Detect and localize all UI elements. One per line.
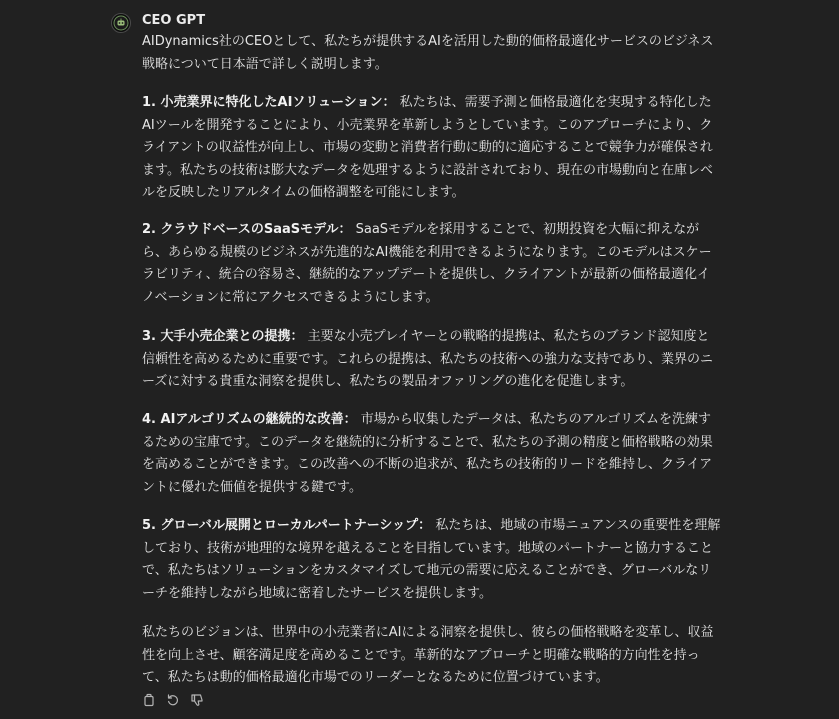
regenerate-icon: [166, 693, 180, 707]
section-heading: 3. 大手小売企業との提携：: [142, 329, 304, 344]
thumbs-down-icon: [190, 693, 204, 707]
copy-icon: [142, 693, 156, 707]
thumbs-down-button[interactable]: [189, 692, 205, 708]
robot-icon: [111, 13, 131, 33]
section-paragraph: [142, 409, 722, 499]
section-heading: 4. AIアルゴリズムの継続的な改善：: [142, 412, 357, 427]
section-heading: 1. 小売業界に特化したAIソリューション：: [142, 95, 396, 110]
section-paragraph: [142, 515, 722, 605]
section-heading: 2. クラウドベースのSaaSモデル：: [142, 222, 352, 237]
regenerate-button[interactable]: [165, 692, 181, 708]
copy-button[interactable]: [141, 692, 157, 708]
section-heading: 5. グローバル展開とローカルパートナーシップ：: [142, 518, 432, 533]
section-body: SaaSモデルを採用することで、初期投資を大幅に抑えながら、あらゆる規模のビジネスが先進的なAI機能を利用できるようになります。このモデルはスケーラビリティ、統合の容易さ、継続的なアップデートを提供し、クライアントが最新の価格最適化イノベーションに常にアクセスできるようにします。: [142, 222, 712, 305]
vision-paragraph: 私たちのビジョンは、世界中の小売業者にAIによる洞察を提供し、彼らの価格戦略を変革し、収益性を向上させ、顧客満足度を高めることです。革新的なアプローチと明確な戦略的方向性を持って、私たちは動的価格最適化市場でのリーダーとなるために位置づけています。: [142, 625, 714, 685]
intro-paragraph: AIDynamics社のCEOとして、私たちが提供するAIを活用した動的価格最適化サービスのビジネス戦略について日本語で詳しく説明します。: [142, 34, 714, 72]
section-paragraph: [142, 326, 722, 394]
section-body: 主要な小売プレイヤーとの戦略的提携は、私たちのブランド認知度と信頼性を高めるために重要です。これらの提携は、私たちの技術への強力な支持であり、業界のニーズに対する貴重な洞察を提供し、私たちの製品オファリングの進化を促進します。: [142, 329, 713, 389]
section-paragraph: [142, 219, 722, 309]
message-actions: [141, 692, 205, 708]
author-name: CEO GPT: [142, 13, 206, 28]
section-body: 私たちは、需要予測と価格最適化を実現する特化したAIツールを開発することにより、小売業界を革新しようとしています。このアプローチにより、クライアントの収益性が向上し、市場の変動と消費者行動に動的に適応することで競争力が確保されます。私たちの技術は膨大なデータを処理するように設計されており、現在の市場動向と在庫レベルを反映したリアルタイムの価格調整を可能にします。: [142, 95, 713, 200]
section-body: 市場から収集したデータは、私たちのアルゴリズムを洗練するための宝庫です。このデータを継続的に分析することで、私たちの予測の精度と価格戦略の効果を高めることができます。この改善への不断の追求が、私たちの技術的リードを維持し、クライアントに優れた価値を提供する鍵です。: [142, 412, 713, 495]
section-body: 私たちは、地域の市場ニュアンスの重要性を理解しており、技術が地理的な境界を越えることを目指しています。地域のパートナーと協力することで、私たちはソリューションをカスタマイズして地元の需要に応えることができ、グローバルなリーチを維持しながら地域に密着したサービスを提供します。: [142, 518, 721, 601]
section-paragraph: [142, 92, 722, 205]
